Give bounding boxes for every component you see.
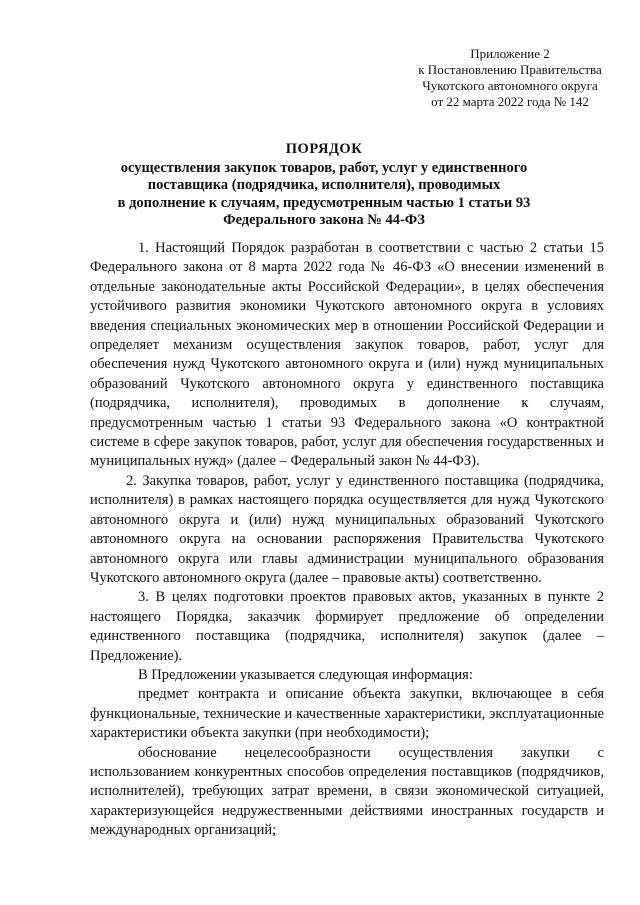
paragraph-1: 1. Настоящий Порядок разработан в соответствии с частью 2 статьи 15 Федерального закона от 8 марта 2022 года № 46-ФЗ «О внесении изменений в отдельные законодательные акты Российской Федерации», в целях обеспечения устойчивого развития экономики Чукотского автономного округа в условиях введения специальных экономических мер в отношении Российской Федерации и определяет механизм осуществления закупок товаров, работ, услуг для обеспечения нужд Чукотского автономного округа и (или) нужд муниципальных образований Чукотского автономного округа у единственного поставщика (подрядчика, исполнителя), проводимых в дополнение к случаям, предусмотренным частью 1 статьи 93 Федерального закона «О контрактной системе в сфере закупок товаров, работ, услуг для обеспечения государственных и муниципальных нужд» (далее – Федеральный закон № 44-ФЗ). bbox=[90, 240, 604, 470]
title-line: в дополнение к случаям, предусмотренным частью 1 статьи 93 bbox=[117, 194, 531, 211]
paragraph-4: В Предложении указывается следующая информация: bbox=[138, 666, 473, 683]
title-line: поставщика (подрядчика, исполнителя), проводимых bbox=[147, 177, 501, 193]
appendix-line: к Постановлению Правительства bbox=[418, 62, 602, 77]
title-line: Федерального закона № 44-ФЗ bbox=[223, 212, 425, 228]
paragraph-5: предмет контракта и описание объекта закупки, включающее в себя функциональные, технические и качественные характеристики, эксплуатационные характеристики объекта закупки (при необходимости); bbox=[90, 686, 604, 742]
document-body bbox=[90, 239, 604, 841]
title-heading: ПОРЯДОК bbox=[285, 141, 363, 157]
paragraph-3: 3. В целях подготовки проектов правовых актов, указанных в пункте 2 настоящего Порядка, заказчик формирует предложение об определении единственного поставщика (подрядчика, исполнителя) закупок (далее – Предложение). bbox=[90, 589, 604, 664]
appendix-line: Чукотского автономного округа bbox=[422, 78, 598, 93]
appendix-line: Приложение 2 bbox=[470, 46, 550, 61]
appendix-line: от 22 марта 2022 года № 142 bbox=[431, 94, 589, 109]
appendix-header bbox=[392, 46, 628, 110]
paragraph-6: обоснование нецелесообразности осуществления закупки с использованием конкурентных способов определения поставщиков (подрядчиков, исполнителей), требующих затрат времени, в связи экономической ситуацией, характеризующейся недружественными действиями иностранных государств и международных организаций; bbox=[90, 744, 604, 839]
document-title bbox=[70, 141, 578, 230]
title-line: осуществления закупок товаров, работ, услуг у единственного bbox=[120, 159, 528, 176]
paragraph-2: 2. Закупка товаров, работ, услуг у единственного поставщика (подрядчика, исполнителя) в рамках настоящего порядка осуществляется для нужд Чукотского автономного округа и (или) нужд муниципальных образований Чукотского автономного округа на основании распоряжения Правительства Чукотского автономного округа или главы администрации муниципального образования Чукотского автономного округа (далее – правовые акты) соответственно. bbox=[90, 472, 604, 586]
